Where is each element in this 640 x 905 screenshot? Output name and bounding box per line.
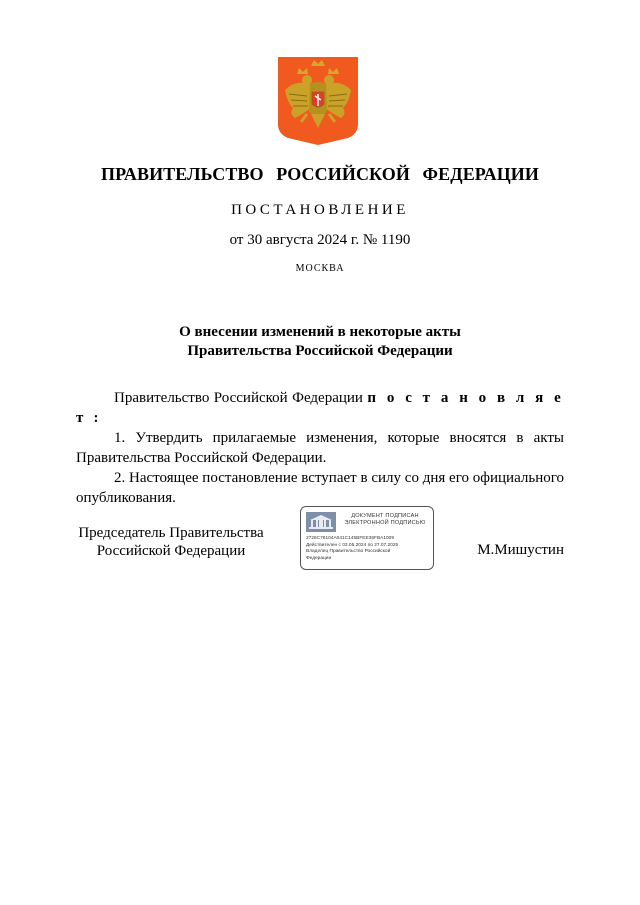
signatory-role	[72, 524, 270, 560]
item-2-paragraph: 2. Настоящее постановление вступает в силу со дня его официального опубликования.	[76, 470, 564, 506]
document-city: МОСКВА	[295, 263, 345, 274]
subject-line-2: Правительства Российской Федерации	[187, 343, 453, 359]
stamp-header-line-1: ДОКУМЕНТ ПОДПИСАН	[351, 513, 419, 519]
government-title: ПРАВИТЕЛЬСТВО РОССИЙСКОЙ ФЕДЕРАЦИИ	[100, 164, 539, 184]
preamble-text: Правительство Российской Федерации	[114, 390, 368, 406]
signatory-name: М.Мишустин	[477, 542, 564, 558]
government-building-icon	[306, 512, 336, 532]
stamp-owner-line-2: Федерации	[306, 555, 332, 561]
document-date-number: от 30 августа 2024 г. № 1190	[229, 232, 411, 248]
stamp-certificate: 2726C78104A041C145BFEE36FBA1009	[306, 536, 395, 541]
stamp-details	[306, 536, 432, 562]
signatory-role-line-1: Председатель Правительства	[78, 525, 264, 541]
item-1-paragraph: 1. Утвердить прилагаемые изменения, которые вносятся в акты Правительства Российской Федерации.	[76, 430, 564, 466]
coat-of-arms-emblem	[277, 56, 359, 146]
stamp-owner-line-1: Владелец Правительство Российской	[306, 549, 391, 554]
russian-coat-of-arms-icon	[277, 56, 359, 146]
stamp-header	[339, 513, 431, 527]
document-body	[76, 388, 564, 508]
preamble-verb: п о с т а н о в л я е т :	[76, 390, 564, 426]
preamble-paragraph	[76, 388, 564, 428]
stamp-validity: Действителен с 03.05.2024 по 27.07.2025	[306, 542, 399, 548]
electronic-signature-stamp	[300, 506, 434, 570]
signatory-role-line-2: Российской Федерации	[96, 543, 246, 559]
document-subject	[0, 323, 640, 361]
stamp-header-line-2: ЭЛЕКТРОННОЙ ПОДПИСЬЮ	[344, 520, 426, 526]
subject-line-1: О внесении изменений в некоторые акты	[179, 324, 461, 340]
document-type: ПОСТАНОВЛЕНИЕ	[231, 202, 409, 218]
